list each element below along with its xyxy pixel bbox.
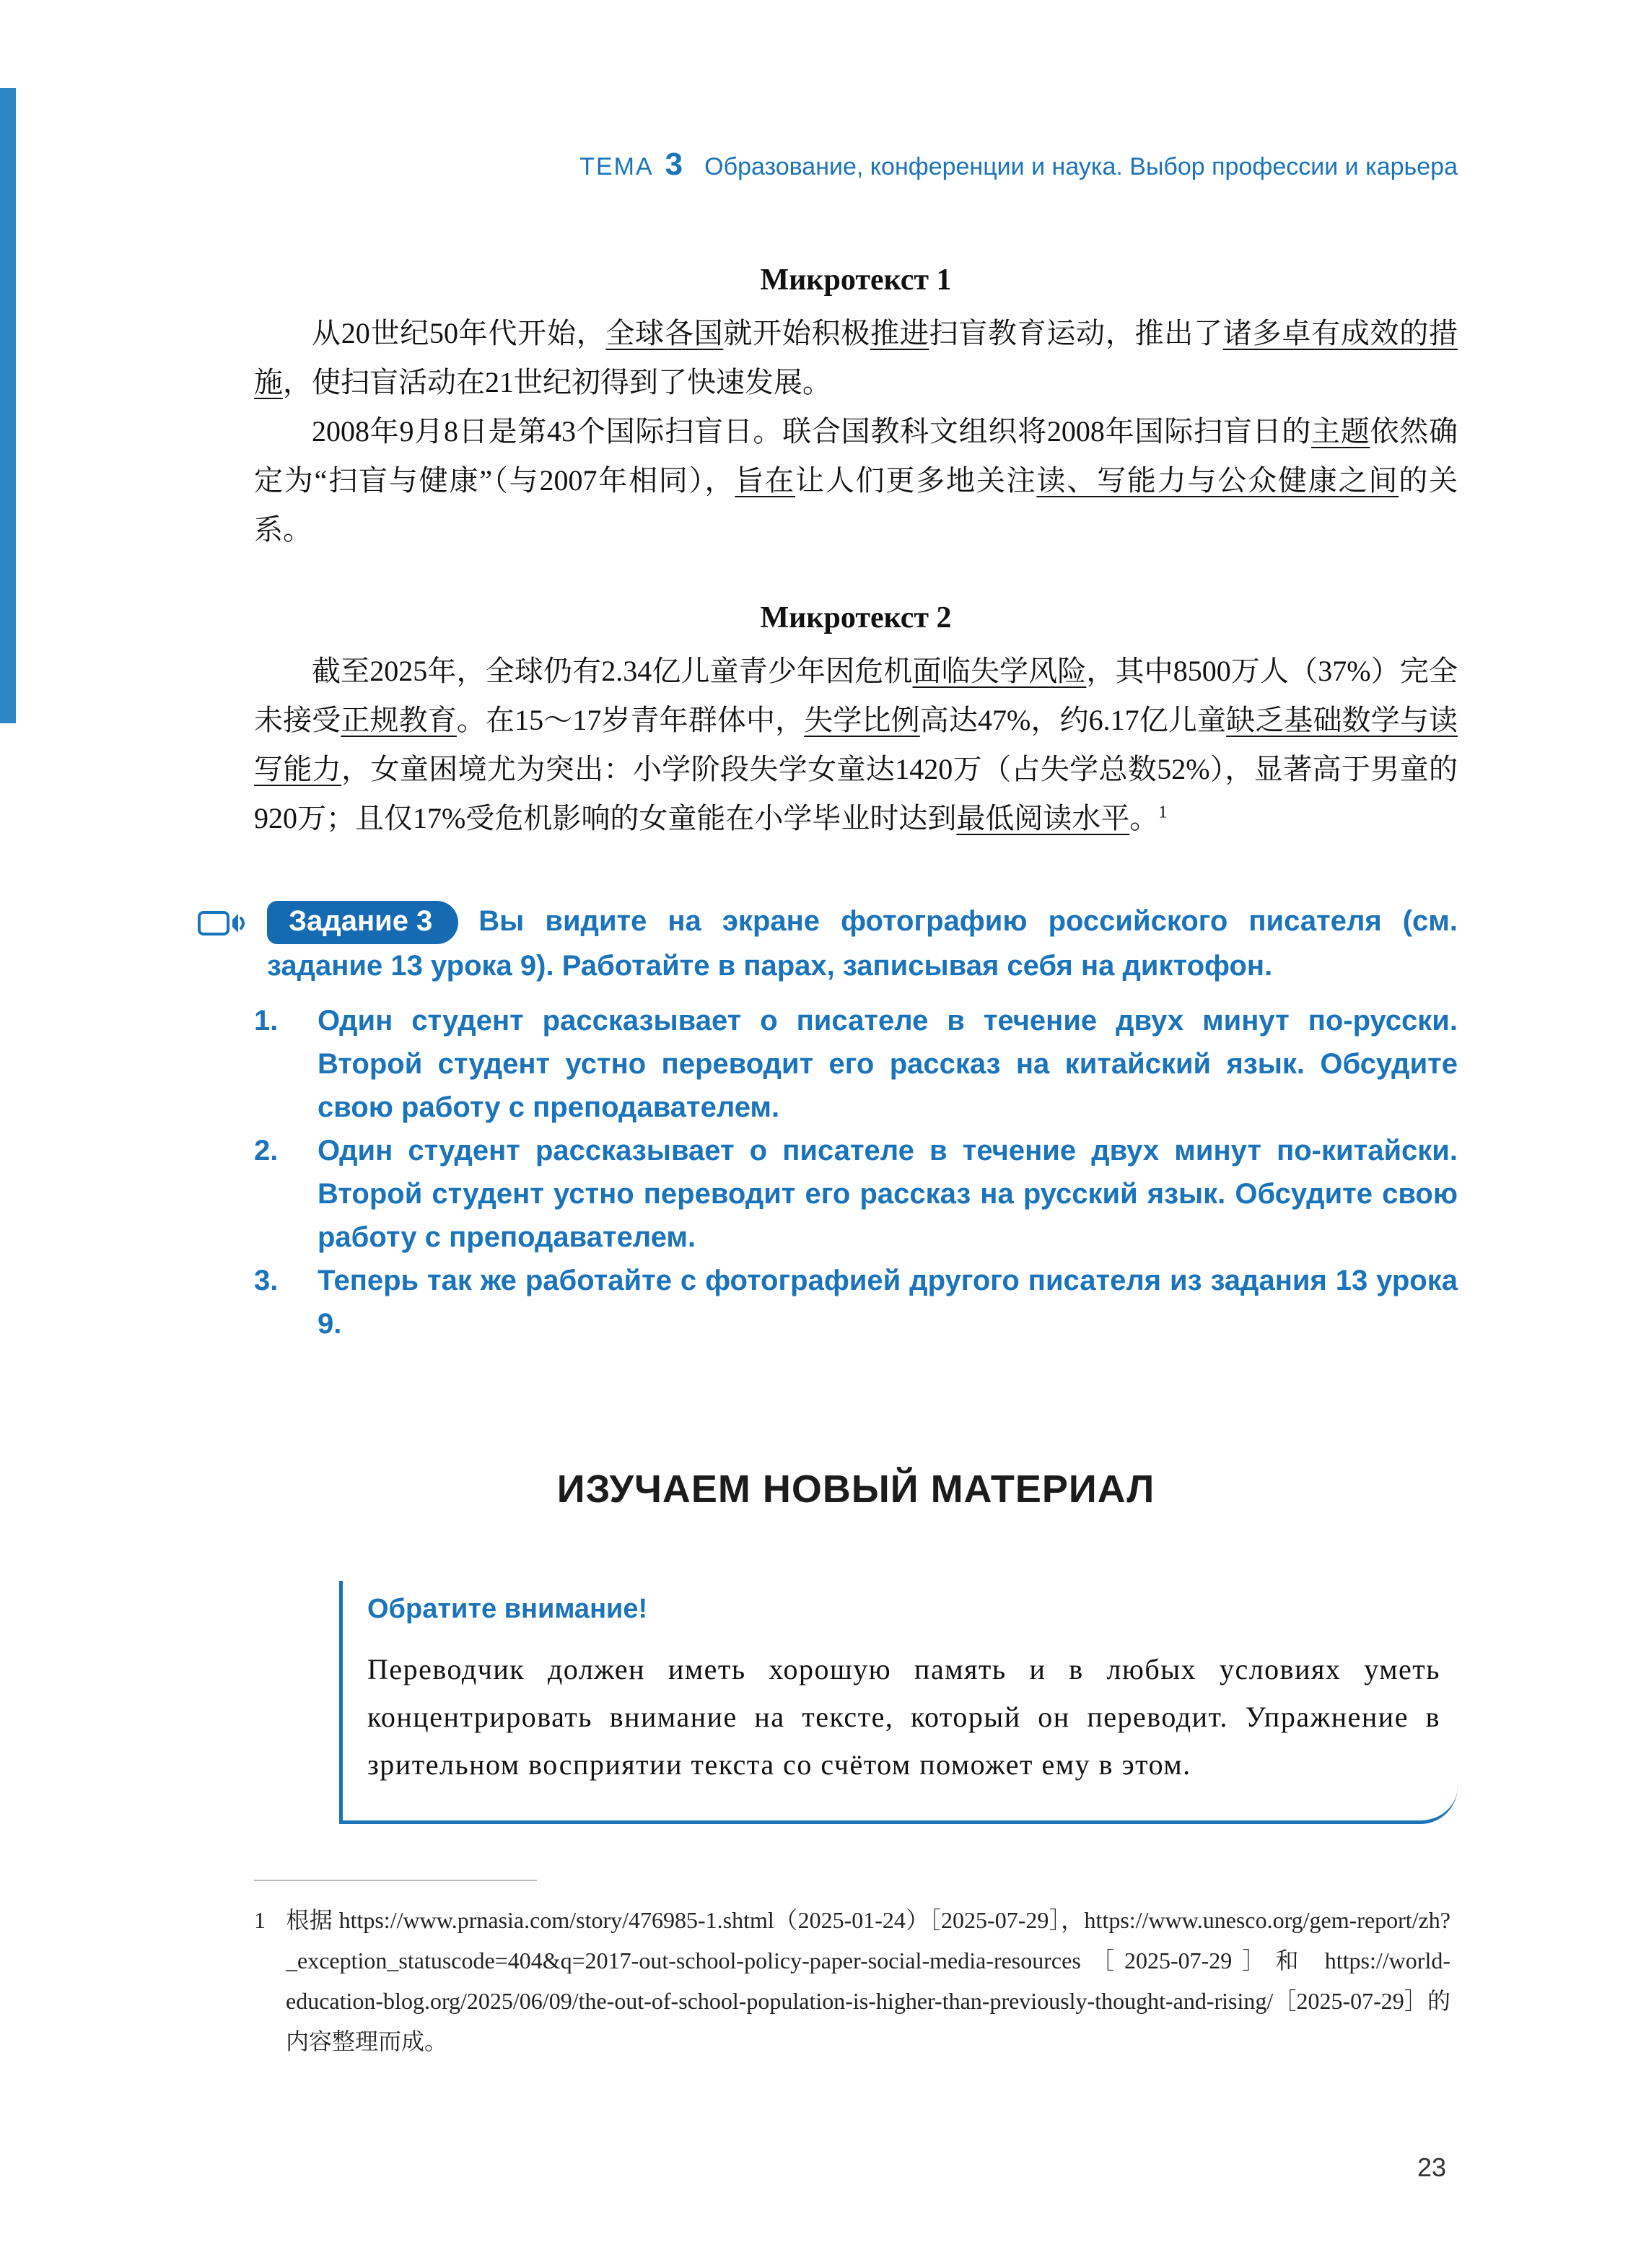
tema-label: ТЕМА bbox=[579, 153, 654, 180]
section-title: ИЗУЧАЕМ НОВЫЙ МАТЕРИАЛ bbox=[556, 1467, 1155, 1511]
task-item bbox=[254, 1129, 1458, 1259]
task-items bbox=[254, 999, 1458, 1345]
note-title: Обратите внимание! bbox=[367, 1594, 648, 1624]
footnote-body: 根据 https://www.prnasia.com/story/476985-1.shtml（2025-01-24）［2025-07-29］，https://www.unesco.org/gem-report/zh?_exception_statuscode=404&q=2017-out-school-policy-paper-social-media-resources［2025-07-29］和 https://world-education-blog.org/2025/06/09/the-out-of-school-population-is-higher-than-previously-thought-and-rising/［2025-07-29］的内容整理而成。 bbox=[286, 1907, 1450, 2054]
tema-number: 3 bbox=[665, 147, 683, 182]
task-item-number: 3. bbox=[254, 1265, 279, 1296]
task-item-text: Один студент рассказывает о писателе в течение двух минут по-китайски. Второй студент устно переводит его рассказ на русский язык. Обсудите свою работу с преподавателем. bbox=[318, 1135, 1458, 1253]
task-item-number: 1. bbox=[254, 1005, 279, 1037]
task-3-block bbox=[254, 899, 1458, 1345]
task-item bbox=[254, 1259, 1458, 1345]
note-box bbox=[339, 1581, 1458, 1824]
footnote-text bbox=[254, 1900, 1450, 2062]
microtext1-paragraph-2: 2008年9月8日是第43个国际扫盲日。联合国教科文组织将2008年国际扫盲日的主题依然确定为“扫盲与健康”（与2007年相同），旨在让人们更多地关注读、写能力与公众健康之间的关系。 bbox=[254, 415, 1458, 546]
task-3-head bbox=[267, 899, 1458, 987]
microtext1-title: Микротекст 1 bbox=[760, 263, 952, 297]
chapter-title: Образование, конференции и наука. Выбор профессии и карьера bbox=[704, 153, 1458, 180]
footnote-number: 1 bbox=[254, 1907, 266, 1933]
task-item-number: 2. bbox=[254, 1135, 279, 1166]
task-item-text: Теперь так же работайте с фотографией другого писателя из задания 13 урока 9. bbox=[318, 1265, 1458, 1340]
recorder-icon bbox=[198, 907, 245, 938]
microtext2-title: Микротекст 2 bbox=[760, 601, 952, 634]
task-intro: Вы видите на экране фотографию российского писателя (см. задание 13 урока 9). Работайте в парах, записывая себя на диктофон. bbox=[267, 905, 1458, 982]
footnote bbox=[254, 1880, 1450, 2062]
microtext1-paragraph-1: 从20世纪50年代开始，全球各国就开始积极推进扫盲教育运动，推出了诸多卓有成效的措施，使扫盲活动在21世纪初得到了快速发展。 bbox=[254, 317, 1458, 398]
task-item-text: Один студент рассказывает о писателе в течение двух минут по-русски. Второй студент устно переводит его рассказ на китайский язык. Обсудите свою работу с преподавателем. bbox=[318, 1005, 1458, 1123]
page-number: 23 bbox=[1417, 2153, 1446, 2182]
microtext2-paragraph-1: 截至2025年，全球仍有2.34亿儿童青少年因危机面临失学风险，其中8500万人（37%）完全未接受正规教育。在15～17岁青年群体中，失学比例高达47%，约6.17亿儿童缺乏基础数学与读写能力，女童困境尤为突出：小学阶段失学女童达1420万（占失学总数52%），显著高于男童的920万；且仅17%受危机影响的女童能在小学毕业时达到最低阅读水平。$^1$ bbox=[254, 655, 1458, 834]
task-badge: Задание 3 bbox=[267, 901, 458, 944]
footnote-rule bbox=[254, 1880, 537, 1881]
task-item bbox=[254, 999, 1458, 1129]
note-body: Переводчик должен иметь хорошую память и в любых условиях уметь концентрировать внимание на тексте, который он переводит. Упражнение в зрительном восприятии текста со счётом поможет ему в этом. bbox=[367, 1653, 1440, 1781]
running-head bbox=[254, 148, 1458, 183]
